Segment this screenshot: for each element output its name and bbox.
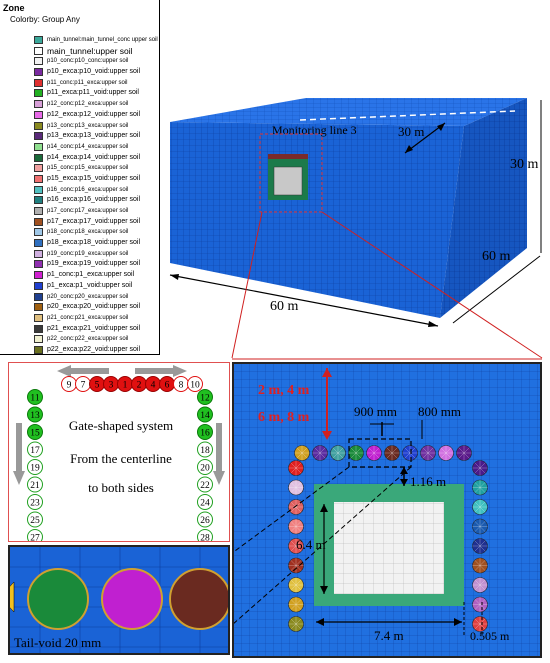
arrow-right (135, 365, 187, 377)
pipe-marker (62, 377, 77, 392)
pipe-number: 6 (164, 380, 170, 391)
detail-svg (234, 364, 540, 656)
connector-line (322, 212, 542, 358)
legend-label: p20_conc:p20_exca:upper soil (47, 293, 129, 300)
pipe-marker (118, 377, 133, 392)
legend-label: p16_conc:p16_exca:upper soil (47, 186, 129, 193)
legend-label: p15_conc:p15_exca:upper soil (47, 165, 129, 172)
pipe-marker (198, 425, 213, 440)
detail-pipe (289, 578, 304, 593)
legend-label: p20_exca:p20_void:upper soil (47, 303, 141, 311)
detail-pipe (473, 480, 488, 495)
detail-pipe (349, 446, 364, 461)
pipe-marker (90, 377, 105, 392)
detail-pipe (439, 446, 454, 461)
pipe-number: 22 (200, 481, 210, 491)
cs-text-3: to both sides (88, 480, 154, 495)
detail-pipe (367, 446, 382, 461)
pipe-number: 15 (30, 428, 40, 439)
legend-label: p13_exca:p13_void:upper soil (47, 132, 141, 140)
detail-pipe (473, 597, 488, 612)
detail-pipe (331, 446, 346, 461)
legend-label: p11_exca:p11_void:upper soil (47, 89, 139, 97)
tail-void-label: Tail-void 20 mm (14, 635, 102, 650)
tail-pipe-green (28, 569, 88, 629)
detail-dim-0505: 0.505 m (470, 629, 510, 643)
legend-label: p22_conc:p22_exca:upper soil (47, 336, 129, 343)
detail-dim-74: 7.4 m (374, 628, 404, 643)
cs-text-1: Gate-shaped system (68, 418, 174, 433)
pipe-number: 8 (178, 380, 184, 391)
detail-pipe (473, 539, 488, 554)
tail-pipe-magenta (102, 569, 162, 629)
detail-dim-64: 6.4 m (296, 537, 326, 552)
pipe-marker (174, 377, 189, 392)
detail-pipe (473, 519, 488, 534)
pipe-number: 12 (200, 393, 210, 404)
pipe-number: 23 (30, 498, 40, 509)
pipe-number: 5 (94, 380, 100, 391)
pipe-marker (28, 407, 43, 422)
detail-pipe (289, 558, 304, 573)
detail-dim-116: 1.16 m (410, 474, 447, 489)
detail-pipe (473, 461, 488, 476)
pipe-number: 25 (30, 516, 40, 526)
pipe-number: 18 (200, 446, 210, 456)
pipe-marker (28, 512, 43, 527)
dim-30-top: 30 m (398, 124, 425, 139)
pipe-number: 26 (200, 516, 210, 526)
cs-text-2: From the centerline (70, 451, 172, 466)
pipe-number: 4 (150, 380, 156, 391)
legend-colorby: Colorby: Group Any (10, 15, 80, 24)
arrow-left (57, 365, 109, 377)
pipe-number: 9 (66, 380, 72, 391)
monitoring-label: Monitoring line 3 (272, 123, 357, 137)
pipe-marker (198, 460, 213, 475)
detail-pipe (473, 500, 488, 515)
legend-label: p15_exca:p15_void:upper soil (47, 174, 141, 182)
legend-label: p1_exca:p1_void:upper soil (47, 281, 133, 289)
pipe-number: 10 (190, 380, 200, 391)
pipe-number: 7 (80, 380, 86, 391)
pipe-marker (28, 390, 43, 405)
pipe-marker (28, 530, 43, 542)
cross-section-panel (8, 362, 230, 542)
detail-pipe (473, 558, 488, 573)
pipe-number: 19 (30, 463, 40, 474)
pipe-marker (198, 530, 213, 542)
detail-pipe (289, 617, 304, 632)
detail-pipe (385, 446, 400, 461)
cross-section-svg (9, 363, 229, 541)
detail-pipe (289, 461, 304, 476)
pipe-number: 24 (200, 498, 210, 509)
right-pipe-col (198, 390, 213, 542)
pipe-number: 2 (136, 380, 142, 391)
legend-label: p10_conc:p10_conc:upper soil (47, 58, 129, 65)
detail-dim-800: 800 mm (418, 404, 461, 419)
legend-label: p22_exca:p22_void:upper soil (47, 345, 141, 353)
pipe-number: 17 (30, 446, 40, 456)
legend-label: p19_conc:p19_exca:upper soil (47, 250, 129, 257)
legend-label: p21_exca:p21_void:upper soil (47, 324, 141, 332)
pipe-number: 21 (30, 481, 40, 491)
left-pipe-col (28, 390, 43, 542)
arrow-down-left (13, 423, 25, 485)
detail-pipe (289, 480, 304, 495)
dim-60-bottom: 60 m (270, 299, 299, 314)
pipe-marker (28, 442, 43, 457)
pipe-number: 1 (122, 380, 128, 391)
tail-void-panel (8, 545, 230, 655)
top-pipe-row (62, 377, 203, 392)
legend-label: p17_conc:p17_exca:upper soil (47, 208, 129, 214)
legend-label: p18_conc:p18_exca:upper soil (47, 229, 129, 236)
tail-void-svg (10, 547, 230, 655)
legend-label: p13_conc:p13_exca:upper soil (47, 122, 129, 129)
legend-label: p16_exca:p16_void:upper soil (47, 196, 141, 204)
pipe-number: 16 (200, 428, 210, 439)
pipe-marker (198, 407, 213, 422)
legend-title: Zone (3, 3, 25, 13)
legend-label: p14_conc:p14_exca:upper soil (47, 143, 129, 150)
pipe-number: 13 (30, 411, 40, 421)
legend-label: p19_exca:p19_void:upper soil (47, 260, 141, 268)
detail-panel (232, 362, 542, 658)
dim-60-right: 60 m (482, 249, 511, 264)
legend-label: p12_conc:p12_exca:upper soil (47, 101, 129, 108)
legend-label: main_tunnel:main_tunnel_conc upper soil (47, 37, 158, 43)
pipe-marker (198, 477, 213, 492)
detail-pipe (289, 597, 304, 612)
legend-label: p11_conc:p11_exca:upper soil (47, 79, 128, 86)
pipe-marker (28, 425, 43, 440)
detail-pipe (421, 446, 436, 461)
pipe-marker (104, 377, 119, 392)
pipe-number: 3 (108, 380, 114, 391)
pipe-marker (28, 477, 43, 492)
legend-label: p18_exca:p18_void:upper soil (47, 239, 141, 247)
detail-pipe (313, 446, 328, 461)
pipe-number: 11 (30, 393, 40, 404)
pipe-marker (198, 390, 213, 405)
pipe-marker (198, 512, 213, 527)
pipe-marker (160, 377, 175, 392)
pipe-number: 28 (200, 533, 210, 541)
legend-label: p21_conc:p21_exca:upper soil (47, 314, 129, 321)
pipe-marker (28, 460, 43, 475)
pipe-number: 20 (200, 463, 210, 474)
pipe-number: 27 (30, 533, 40, 541)
arrow-down-right (213, 423, 225, 485)
detail-pipe (473, 578, 488, 593)
legend-label: p1_conc:p1_exca:upper soil (47, 271, 135, 279)
tail-pipe-brown (170, 569, 230, 629)
detail-pipe (403, 446, 418, 461)
pipe-number: 14 (200, 411, 210, 421)
pipe-marker (28, 495, 43, 510)
detail-tunnel-interior (334, 502, 444, 594)
dim-30-right: 30 m (510, 157, 539, 172)
legend-label: p10_exca:p10_void:upper soil (47, 68, 141, 76)
pipe-marker (76, 377, 91, 392)
tail-pipe-yellow (10, 582, 14, 612)
legend-label: main_tunnel:upper soil (47, 45, 133, 56)
detail-label-68: 6 m, 8 m (258, 410, 310, 425)
pipe-marker (132, 377, 147, 392)
pipe-marker (198, 442, 213, 457)
pipe-marker (188, 377, 203, 392)
legend-label: p12_exca:p12_void:upper soil (47, 110, 141, 118)
detail-pipe (457, 446, 472, 461)
detail-label-24: 2 m, 4 m (258, 383, 310, 398)
legend-label: p17_exca:p17_void:upper soil (47, 217, 141, 225)
detail-pipe (289, 519, 304, 534)
detail-dim-900: 900 mm (354, 404, 397, 419)
legend-label: p14_exca:p14_void:upper soil (47, 153, 141, 161)
detail-pipe (295, 446, 310, 461)
pipe-marker (146, 377, 161, 392)
connector-line (232, 212, 262, 358)
pipe-marker (198, 495, 213, 510)
